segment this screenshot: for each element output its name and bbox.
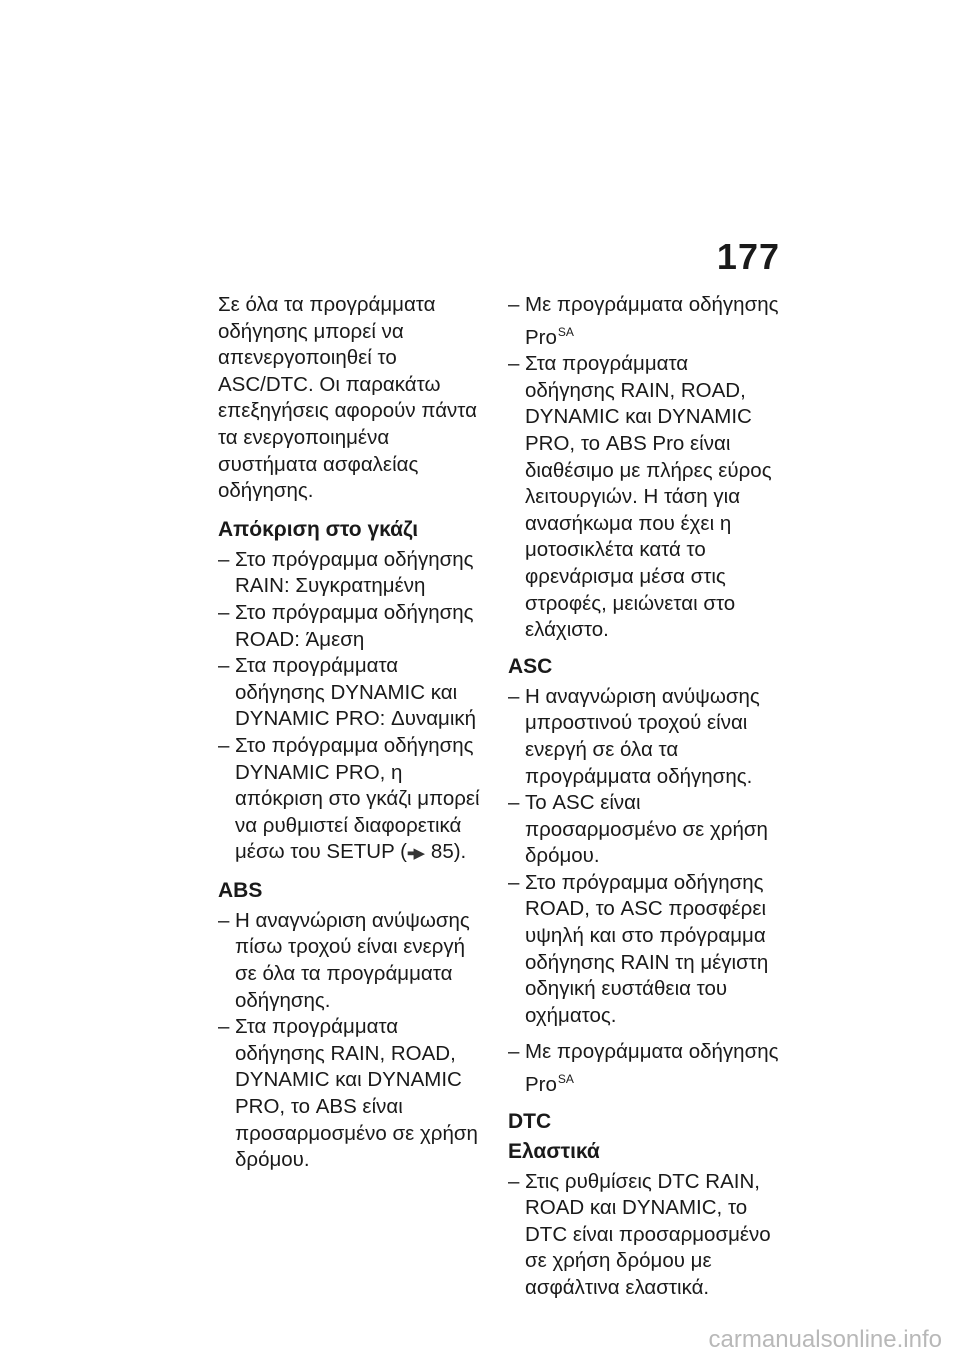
- page-reference-arrow-icon: ▪▪▶: [406, 845, 424, 863]
- list-item: – Στο πρόγραμμα οδήγησης ROAD, το ASC προσφέρει υψηλή και στο πρόγραμμα οδήγησης RAIN τη μέγιστη οδηγική ευστάθεια του οχήματος.: [508, 870, 780, 1030]
- list-item: – Στις ρυθμίσεις DTC RAIN, ROAD και DYNAMIC, το DTC είναι προσαρμοσμένο σε χρήση δρόμου με ασφάλτινα ελαστικά.: [508, 1169, 780, 1302]
- list-item: [508, 292, 780, 351]
- list-item: – Στα προγράμματα οδήγησης RAIN, ROAD, DYNAMIC και DYNAMIC PRO, το ABS είναι προσαρμοσμένο σε χρήση δρόμου.: [218, 1014, 490, 1174]
- left-column: [218, 292, 490, 1184]
- asc-list: [508, 684, 780, 1030]
- list-item: [508, 1039, 780, 1098]
- tires-heading: Ελαστικά: [508, 1139, 600, 1163]
- intro-paragraph: Σε όλα τα προγράμματα οδήγησης μπορεί να απενεργοποιηθεί το ASC/DTC. Οι παρακάτω επεξηγήσεις αφορούν πάντα τα ενεργοποιημένα συστήματα ασφαλείας οδήγησης.: [218, 293, 477, 503]
- special-equipment-mark: SA: [557, 1072, 574, 1087]
- abs-list: [218, 908, 490, 1174]
- right-column: [508, 292, 780, 1312]
- dtc-pro-list: [508, 1039, 780, 1098]
- setup-item-text: Στο πρόγραμμα οδήγησης DYNAMIC PRO, η απόκριση στο γκάζι μπορεί να ρυθμιστεί διαφορετικά μέσω του SETUP (: [235, 733, 480, 864]
- list-item: – Στα προγράμματα οδήγησης RAIN, ROAD, DYNAMIC και DYNAMIC PRO, το ABS Pro είναι διαθέσιμο με πλήρες εύρος λειτουργιών. Η τάση για ανασήκωμα που έχει η μοτοσικλέτα κατά το φρενάρισμα μέσα στις στροφές, μειώνεται στο ελάχιστο.: [508, 351, 780, 644]
- list-item: – Στο πρόγραμμα οδήγησης RAIN: Συγκρατημένη: [218, 547, 490, 600]
- list-item: – Η αναγνώριση ανύψωσης πίσω τροχού είναι ενεργή σε όλα τα προγράμματα οδήγησης.: [218, 908, 490, 1014]
- throttle-heading: Απόκριση στο γκάζι: [218, 517, 419, 541]
- abs-pro-list: [508, 292, 780, 644]
- special-equipment-mark: SA: [557, 324, 574, 339]
- list-item: – Στο πρόγραμμα οδήγησης ROAD: Άμεση: [218, 600, 490, 653]
- watermark: carmanualsonline.info: [708, 1326, 942, 1353]
- pro-mode-text: Με προγράμματα οδήγησης Pro: [525, 1040, 779, 1097]
- asc-heading: ASC: [508, 654, 553, 678]
- list-item: – Η αναγνώριση ανύψωσης μπροστινού τροχού είναι ενεργή σε όλα τα προγράμματα οδήγησης.: [508, 684, 780, 790]
- page-number: 177: [716, 236, 780, 277]
- list-item: [218, 733, 490, 868]
- pro-mode-text: Με προγράμματα οδήγησης Pro: [525, 293, 779, 349]
- tires-list: [508, 1169, 780, 1302]
- page-reference-link[interactable]: 85).: [430, 840, 467, 864]
- list-item: – Το ASC είναι προσαρμοσμένο σε χρήση δρόμου.: [508, 790, 780, 870]
- throttle-list: [218, 547, 490, 868]
- list-item: – Στα προγράμματα οδήγησης DYNAMIC και DYNAMIC PRO: Δυναμική: [218, 653, 490, 733]
- abs-heading: ABS: [218, 878, 263, 902]
- dtc-heading: DTC: [508, 1109, 552, 1133]
